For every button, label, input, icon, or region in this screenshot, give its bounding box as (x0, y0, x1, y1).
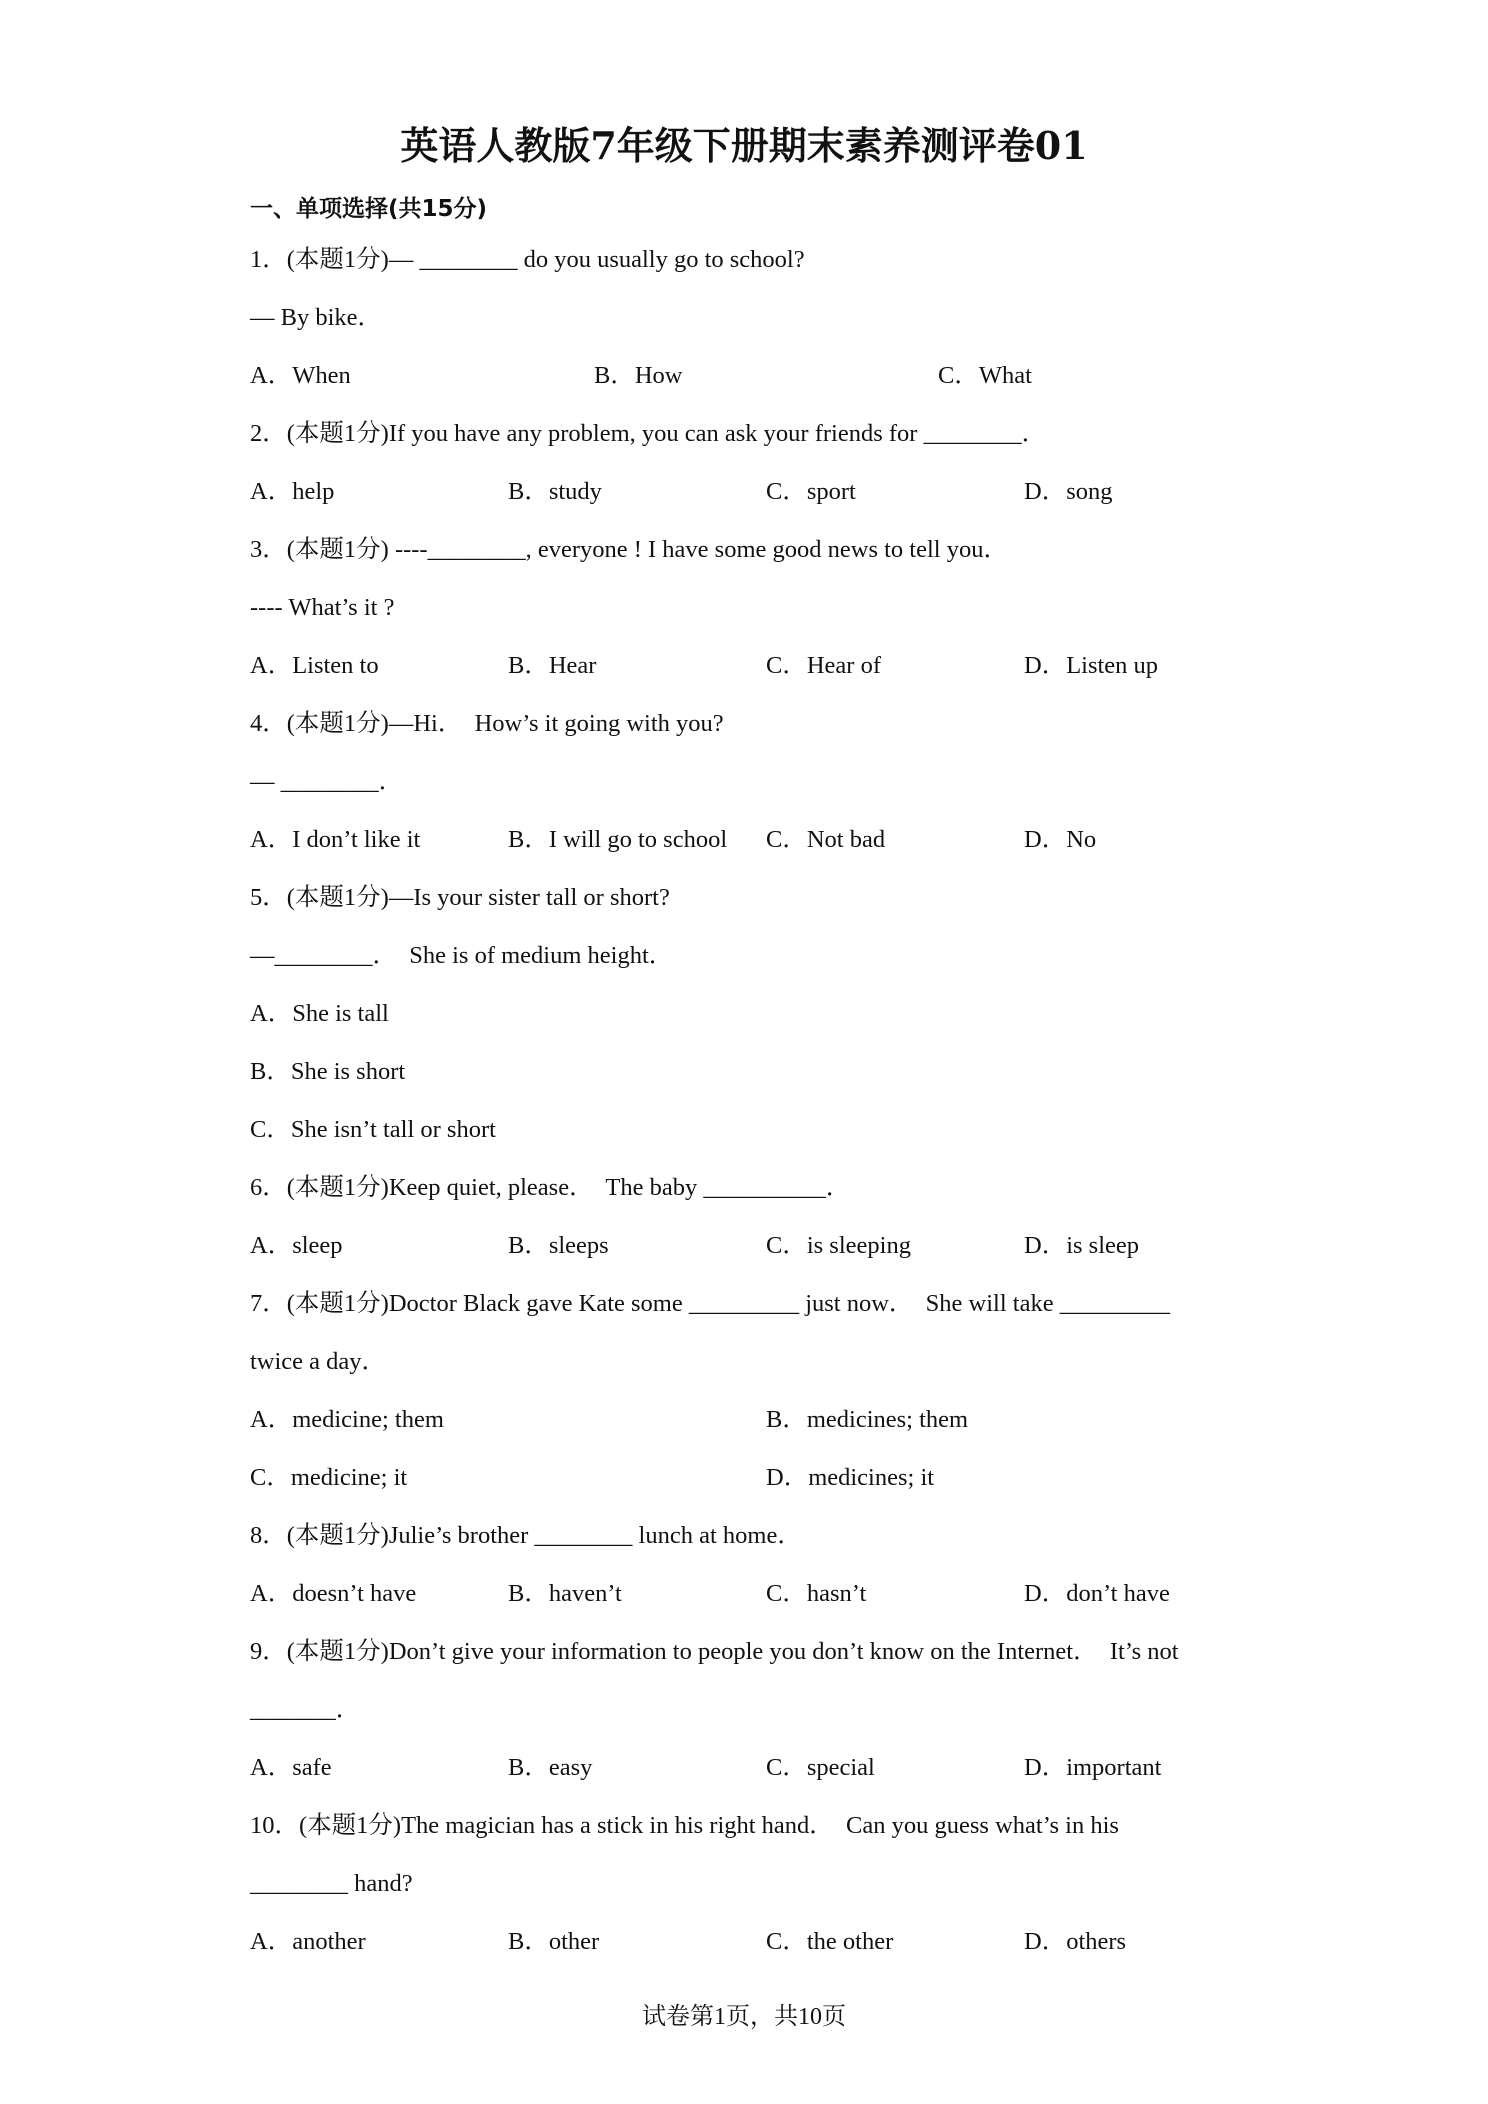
question-8-option-c: C．hasn’t (766, 1580, 867, 1607)
question-4-option-c: C．Not bad (766, 826, 886, 853)
question-1-answer-line: — By bike． (250, 304, 383, 331)
question-9-option-a: A．safe (250, 1754, 332, 1781)
question-4-option-b: B．I will go to school (508, 826, 728, 853)
question-7-option-c: C．medicine; it (250, 1464, 408, 1491)
question-6-option-b: B．sleeps (508, 1232, 609, 1259)
question-3-answer-line: ---- What’s it ? (250, 594, 395, 621)
question-5-option-b: B．She is short (250, 1058, 406, 1085)
question-3-option-a: A．Listen to (250, 652, 379, 679)
question-9-option-c: C．special (766, 1754, 875, 1781)
question-3-option-b: B．Hear (508, 652, 597, 679)
question-10-option-a: A．another (250, 1928, 366, 1955)
question-7-option-a: A．medicine; them (250, 1406, 444, 1433)
question-4-stem: 4．(本题1分)—Hi． How’s it going with you? (250, 710, 724, 737)
question-8-option-b: B．haven’t (508, 1580, 622, 1607)
question-2-stem: 2．(本题1分)If you have any problem, you can ask your friends for ________． (250, 420, 1047, 447)
page-footer: 试卷第1页，共10页 (642, 2004, 846, 2030)
question-10-option-d: D．others (1024, 1928, 1127, 1955)
question-9-stem-continued: _______． (250, 1696, 361, 1723)
question-8-option-d: D．don’t have (1024, 1580, 1170, 1607)
question-1-option-b: B．How (594, 362, 683, 389)
question-6-option-c: C．is sleeping (766, 1232, 911, 1259)
exam-title: 英语人教版7年级下册期末素养测评卷01 (400, 123, 1088, 168)
question-3-option-d: D．Listen up (1024, 652, 1159, 679)
question-5-answer-line: —________． She is of medium height． (250, 942, 674, 969)
question-6-stem: 6．(本题1分)Keep quiet, please． The baby __________． (250, 1174, 851, 1201)
question-2-option-b: B．study (508, 478, 602, 505)
question-10-option-b: B．other (508, 1928, 600, 1955)
question-7-stem-continued: twice a day． (250, 1348, 387, 1375)
question-7-stem: 7．(本题1分)Doctor Black gave Kate some _________ just now． She will take _________ (250, 1290, 1170, 1317)
question-5-option-a: A．She is tall (250, 1000, 389, 1027)
question-10-stem-continued: ________ hand? (250, 1870, 413, 1897)
question-10-option-c: C．the other (766, 1928, 894, 1955)
question-8-option-a: A．doesn’t have (250, 1580, 417, 1607)
question-8-stem: 8．(本题1分)Julie’s brother ________ lunch at home． (250, 1522, 802, 1549)
question-3-stem: 3．(本题1分) ----________, everyone ! I have some good news to tell you． (250, 536, 1008, 563)
question-1-stem: 1．(本题1分)— ________ do you usually go to school? (250, 246, 805, 273)
question-4-option-a: A．I don’t like it (250, 826, 421, 853)
question-4-answer-line: — ________． (250, 768, 404, 795)
question-1-option-c: C．What (938, 362, 1032, 389)
question-5-stem: 5．(本题1分)—Is your sister tall or short? (250, 884, 670, 911)
question-9-option-b: B．easy (508, 1754, 593, 1781)
question-2-option-a: A．help (250, 478, 335, 505)
question-6-option-d: D．is sleep (1024, 1232, 1139, 1259)
question-2-option-d: D．song (1024, 478, 1113, 505)
question-4-option-d: D．No (1024, 826, 1097, 853)
question-1-option-a: A．When (250, 362, 351, 389)
question-10-stem: 10．(本题1分)The magician has a stick in his right hand． Can you guess what’s in his (250, 1812, 1119, 1839)
section-heading: 一、单项选择(共15分) (250, 196, 488, 222)
question-7-option-b: B．medicines; them (766, 1406, 969, 1433)
question-9-option-d: D．important (1024, 1754, 1162, 1781)
question-7-option-d: D．medicines; it (766, 1464, 935, 1491)
question-6-option-a: A．sleep (250, 1232, 343, 1259)
question-9-stem: 9．(本题1分)Don’t give your information to people you don’t know on the Internet． It’s not (250, 1638, 1179, 1665)
question-3-option-c: C．Hear of (766, 652, 881, 679)
question-2-option-c: C．sport (766, 478, 856, 505)
question-5-option-c: C．She isn’t tall or short (250, 1116, 496, 1143)
